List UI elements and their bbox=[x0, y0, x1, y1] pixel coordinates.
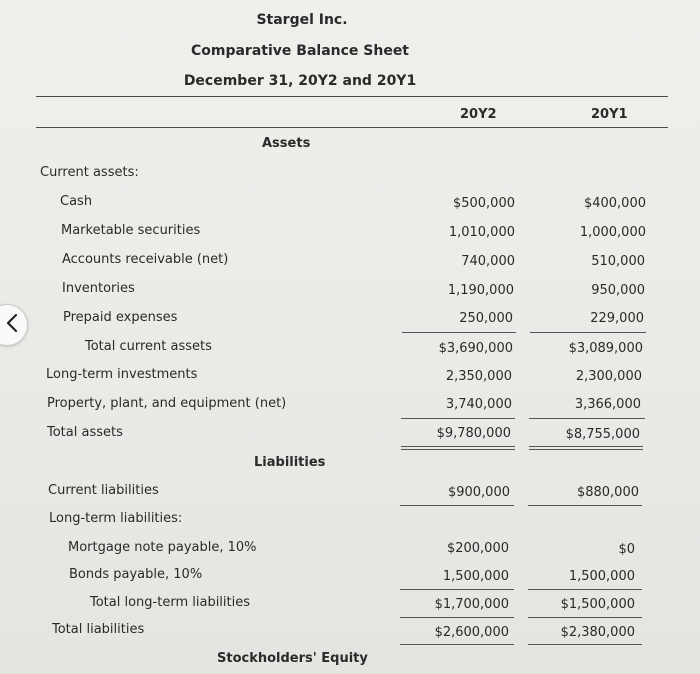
underline-bonds-20y2 bbox=[400, 589, 514, 590]
row-label-current-assets: Current assets: bbox=[40, 165, 139, 180]
marketable-20y1: 1,000,000 bbox=[579, 225, 646, 240]
underline-total-liabilities-20y1 bbox=[528, 644, 642, 645]
inventories-20y1: 950,000 bbox=[591, 283, 645, 298]
row-label-current-liabilities: Current liabilities bbox=[48, 483, 159, 498]
row-label-mortgage-note: Mortgage note payable, 10% bbox=[68, 540, 257, 555]
chevron-left-icon bbox=[0, 313, 19, 337]
row-label-long-term-investments: Long-term investments bbox=[46, 367, 198, 382]
marketable-20y2: 1,010,000 bbox=[448, 225, 515, 240]
total-liabilities-20y1: $2,380,000 bbox=[560, 625, 635, 640]
row-label-cash: Cash bbox=[60, 194, 93, 209]
lt-investments-20y1: 2,300,000 bbox=[575, 369, 642, 384]
total-assets-20y2: $9,780,000 bbox=[436, 426, 511, 441]
row-label-total-assets: Total assets bbox=[47, 425, 123, 440]
prepaid-20y2: 250,000 bbox=[459, 311, 513, 326]
total-current-assets-20y2: $3,690,000 bbox=[438, 341, 513, 356]
bonds-20y1: 1,500,000 bbox=[568, 569, 635, 584]
company-name: Stargel Inc. bbox=[256, 12, 348, 28]
current-liabilities-20y2: $900,000 bbox=[447, 485, 510, 500]
row-label-total-current-assets: Total current assets bbox=[85, 339, 212, 354]
header-rule-top bbox=[36, 96, 668, 97]
section-stockholders-equity: Stockholders' Equity bbox=[217, 651, 368, 666]
column-header-20y1: 20Y1 bbox=[591, 107, 628, 122]
inventories-20y2: 1,190,000 bbox=[447, 283, 514, 298]
row-label-long-term-liabilities: Long-term liabilities: bbox=[49, 511, 183, 526]
underline-prepaid-20y1 bbox=[530, 332, 646, 333]
underline-prepaid-20y2 bbox=[402, 332, 516, 333]
row-label-prepaid-expenses: Prepaid expenses bbox=[63, 310, 178, 325]
section-assets: Assets bbox=[262, 136, 311, 151]
underline-ppe-20y2 bbox=[401, 418, 515, 419]
underline-current-liabilities-20y2 bbox=[400, 505, 514, 506]
ppe-20y2: 3,740,000 bbox=[445, 397, 512, 412]
cash-20y2: $500,000 bbox=[452, 196, 515, 211]
underline-current-liabilities-20y1 bbox=[528, 505, 642, 506]
row-label-inventories: Inventories bbox=[62, 281, 135, 296]
statement-title: Comparative Balance Sheet bbox=[190, 43, 410, 59]
receivable-20y1: 510,000 bbox=[591, 254, 645, 269]
ppe-20y1: 3,366,000 bbox=[574, 397, 641, 412]
total-lt-liabilities-20y2: $1,700,000 bbox=[434, 597, 509, 612]
underline-total-liabilities-20y2 bbox=[400, 644, 514, 645]
underline-ppe-20y1 bbox=[529, 418, 645, 419]
double-underline-total-assets-20y1 bbox=[529, 446, 643, 450]
total-current-assets-20y1: $3,089,000 bbox=[568, 341, 643, 356]
underline-total-lt-liabilities-20y1 bbox=[528, 617, 642, 618]
row-label-accounts-receivable: Accounts receivable (net) bbox=[62, 252, 229, 267]
underline-total-lt-liabilities-20y2 bbox=[400, 617, 514, 618]
bonds-20y2: 1,500,000 bbox=[442, 569, 509, 584]
total-assets-20y1: $8,755,000 bbox=[565, 427, 640, 442]
receivable-20y2: 740,000 bbox=[461, 254, 515, 269]
underline-bonds-20y1 bbox=[528, 589, 642, 590]
statement-date: December 31, 20Y2 and 20Y1 bbox=[183, 73, 417, 89]
header-rule-bottom bbox=[36, 127, 668, 128]
row-label-marketable-securities: Marketable securities bbox=[61, 223, 201, 238]
mortgage-20y1: $0 bbox=[618, 542, 635, 557]
row-label-bonds-payable: Bonds payable, 10% bbox=[69, 567, 203, 582]
row-label-ppe: Property, plant, and equipment (net) bbox=[47, 396, 287, 411]
lt-investments-20y2: 2,350,000 bbox=[445, 369, 512, 384]
section-liabilities: Liabilities bbox=[254, 455, 326, 470]
prepaid-20y1: 229,000 bbox=[590, 311, 644, 326]
double-underline-total-assets-20y2 bbox=[401, 446, 515, 450]
column-header-20y2: 20Y2 bbox=[460, 107, 497, 122]
current-liabilities-20y1: $880,000 bbox=[576, 485, 639, 500]
row-label-total-long-term-liabilities: Total long-term liabilities bbox=[90, 595, 251, 610]
mortgage-20y2: $200,000 bbox=[446, 541, 509, 556]
cash-20y1: $400,000 bbox=[583, 196, 646, 211]
row-label-total-liabilities: Total liabilities bbox=[52, 622, 145, 637]
total-liabilities-20y2: $2,600,000 bbox=[434, 625, 509, 640]
total-lt-liabilities-20y1: $1,500,000 bbox=[560, 597, 635, 612]
